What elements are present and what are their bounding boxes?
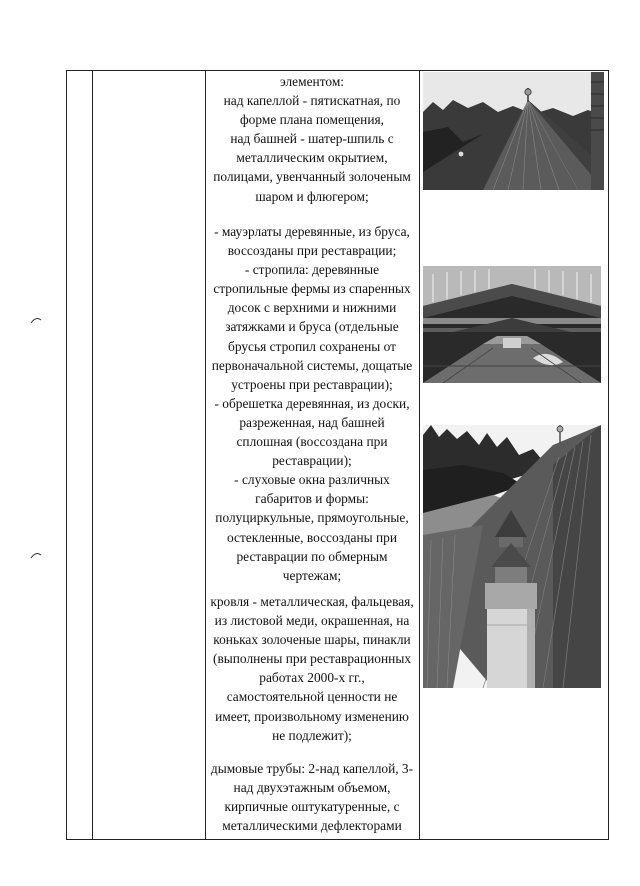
photo-roof-chimney [423,425,601,688]
paragraph-roofing [205,592,419,745]
punch-mark-top [30,316,42,324]
text-line: дымовые трубы: 2-над капеллой, 3- [210,761,414,776]
text-line: - слуховые окна различных [234,472,390,488]
text-line: габаритов и формы: [255,491,369,507]
text-line: полуциркульные, прямоугольные, [215,510,409,526]
text-line: - стропила: деревянные [244,262,380,278]
text-line: (выполнены при реставрационных [212,651,412,667]
photo-attic-rafters [423,266,601,383]
text-line: металлическими дефлекторами [222,818,402,834]
text-line: реставрации); [272,453,352,469]
text-line: над башней - шатер-шпиль с [230,131,394,147]
text-line: реставрации по обмерным [236,548,388,564]
text-line: металлическим окрытием, [236,150,388,166]
punch-mark-bottom [30,551,42,559]
text-line: кирпичные оштукатуренные, с [224,799,400,815]
table-border-col2 [92,70,93,840]
text-line: кровля - металлическая, фальцевая, [210,594,414,609]
text-line: - мауэрлаты деревянные, из бруса, [214,224,410,239]
table-border-col4 [419,70,420,840]
text-line: остекленные, воссозданы при [226,529,398,545]
text-line: устроены при реставрации); [231,376,393,392]
text-line: самостоятельной ценности не [226,689,398,705]
text-line: не подлежит); [272,727,352,743]
text-line: брусья стропил сохранены от [228,338,396,354]
description-cell [205,70,419,840]
text-line: полицами, увенчанный золоченым [213,169,411,185]
photo-roof-spire [423,72,604,190]
text-line: коньках золоченые шары, пинакли [213,632,411,648]
text-line: досок с верхними и нижними [227,300,397,316]
text-line: над двухэтажным объемом, [233,780,391,796]
paragraph-roof-structure [205,222,419,585]
text-line: имеет, произвольному изменению [215,708,409,724]
text-line: элементом: [279,74,345,89]
text-line: сплошная (воссоздана при [236,434,388,450]
text-line: из листовой меди, окрашенная, на [214,613,410,629]
text-line: чертежам; [282,567,342,583]
text-line: над капеллой - пятискатная, по [223,93,401,109]
paragraph-chimneys [205,759,419,835]
text-line: затяжками и бруса (отдельные [225,319,399,335]
text-line: воссозданы при реставрации; [227,243,397,259]
text-line: разреженная, над башней [239,414,385,430]
text-line: первоначальной системы, дощатые [211,357,413,373]
text-line: - обрешетка деревянная, из доски, [214,395,410,411]
text-line: форме плана помещения, [240,112,384,128]
text-line: стропильные фермы из спаренных [213,281,411,297]
table-border-right [608,70,609,840]
text-line: работах 2000-х гг., [259,670,365,686]
text-line: шаром и флюгером; [255,188,369,204]
table-border-left [66,70,67,840]
paragraph-roof-shape [205,72,419,206]
